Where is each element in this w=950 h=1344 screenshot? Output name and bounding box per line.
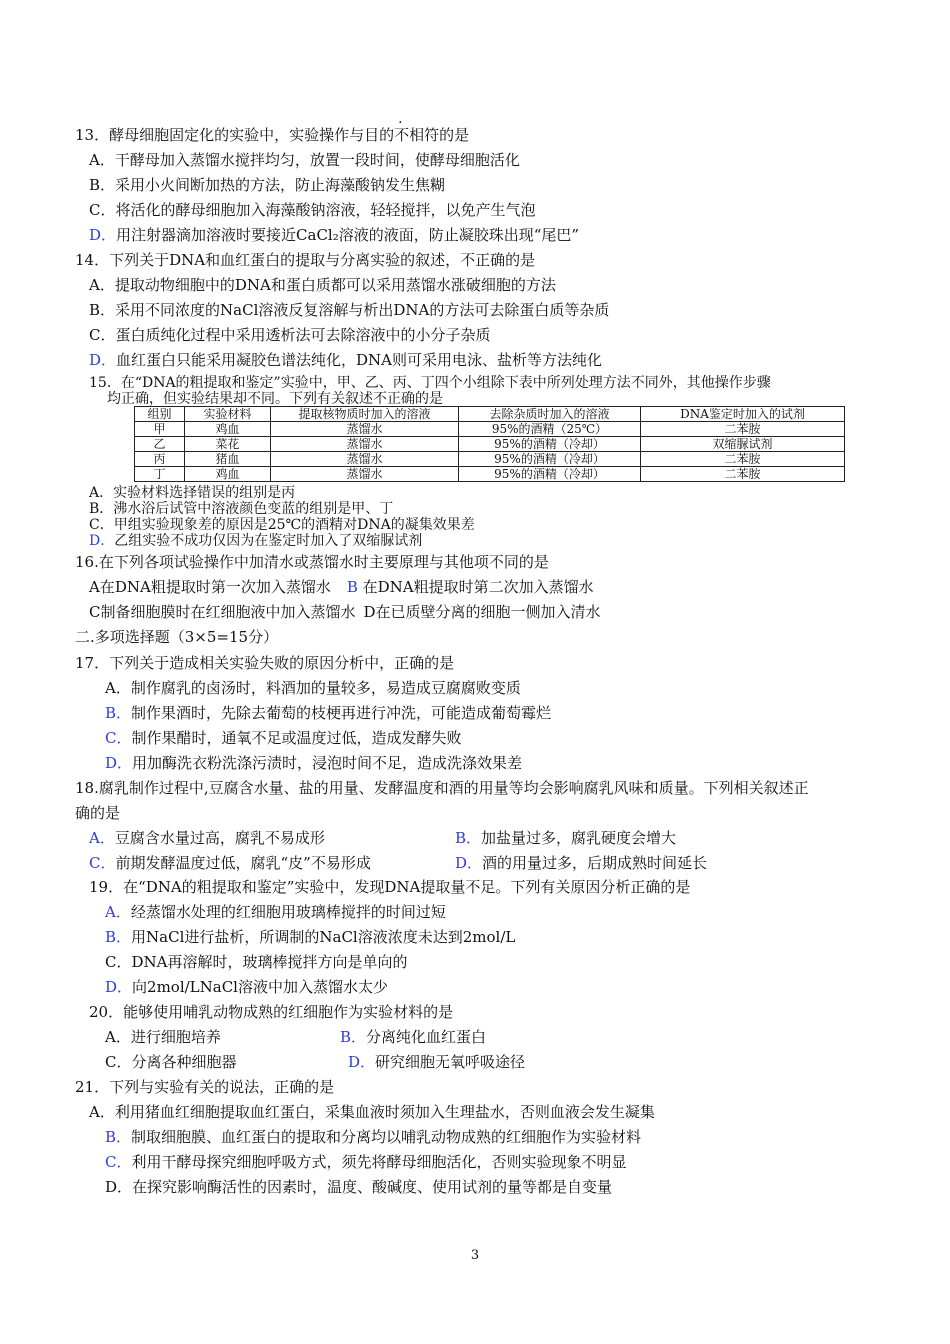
table-cell: 蒸馏水 xyxy=(271,422,459,437)
option-label: B． xyxy=(340,1028,367,1046)
q19-stem: 19．在“DNA的粗提取和鉴定”实验中，发现DNA提取量不足。下列有关原因分析正确的是 xyxy=(89,878,691,896)
table-row xyxy=(135,467,845,482)
q21-option-a: A．利用猪血红细胞提取血红蛋白，采集血液时须加入生理盐水，否则血液会发生凝集 xyxy=(89,1103,655,1121)
option-label: A． xyxy=(105,903,131,921)
table-cell: 蒸馏水 xyxy=(271,467,459,482)
q13-stem: 13．酵母细胞固定化的实验中，实验操作与目的不相符的是 xyxy=(75,126,470,144)
q13-option-b: B．采用小火间断加热的方法，防止海藻酸钠发生焦糊 xyxy=(89,176,446,194)
table-cell: 蒸馏水 xyxy=(271,437,459,452)
q18-option-c: C．前期发酵温度过低，腐乳“皮”不易形成 xyxy=(89,854,371,872)
table-cell: 丁 xyxy=(135,467,185,482)
q15-table xyxy=(134,406,845,482)
q16-options-ab: A在DNA粗提取时第一次加入蒸馏水 B 在DNA粗提取时第二次加入蒸馏水 xyxy=(89,578,594,596)
q19-option-c: C．DNA再溶解时，玻璃棒搅拌方向是单向的 xyxy=(105,953,408,971)
q16-options-cd: C制备细胞膜时在红细胞液中加入蒸馏水 D在已质壁分离的细胞一侧加入清水 xyxy=(89,603,601,621)
option-label: C． xyxy=(105,1153,132,1171)
option-label: B． xyxy=(105,1128,132,1146)
table-header: DNA鉴定时加入的试剂 xyxy=(641,407,845,422)
q21-stem: 21．下列与实验有关的说法，正确的是 xyxy=(75,1078,335,1096)
q19-option-a: A．经蒸馏水处理的红细胞用玻璃棒搅拌的时间过短 xyxy=(105,903,446,921)
table-header: 组别 xyxy=(135,407,185,422)
q20-option-d: D．研究细胞无氧呼吸途径 xyxy=(348,1053,526,1071)
table-header: 实验材料 xyxy=(185,407,271,422)
table-cell: 95%的酒精（冷却） xyxy=(459,467,641,482)
q17-option-b: B．制作果酒时，先除去葡萄的枝梗再进行冲洗，可能造成葡萄霉烂 xyxy=(105,704,552,722)
q17-option-d: D．用加酶洗衣粉洗涤污渍时，浸泡时间不足，造成洗涤效果差 xyxy=(105,754,523,772)
table-row xyxy=(135,422,845,437)
table-cell: 乙 xyxy=(135,437,185,452)
q14-option-a: A．提取动物细胞中的DNA和蛋白质都可以采用蒸馏水涨破细胞的方法 xyxy=(89,276,556,294)
option-label: B． xyxy=(105,704,132,722)
q13-option-a: A．干酵母加入蒸馏水搅拌均匀，放置一段时间，使酵母细胞活化 xyxy=(89,151,520,169)
option-label: C． xyxy=(105,729,132,747)
q20-stem: 20．能够使用哺乳动物成熟的红细胞作为实验材料的是 xyxy=(89,1003,454,1021)
table-header: 提取核物质时加入的溶液 xyxy=(271,407,459,422)
q15-option-d: D．乙组实验不成功仅因为在鉴定时加入了双缩脲试剂 xyxy=(89,533,423,549)
q13-option-c: C．将活化的酵母细胞加入海藻酸钠溶液，轻轻搅拌，以免产生气泡 xyxy=(89,201,536,219)
option-label: B xyxy=(346,578,358,596)
q16-stem: 16.在下列各项试验操作中加清水或蒸馏水时主要原理与其他项不同的是 xyxy=(75,553,549,571)
table-cell: 猪血 xyxy=(185,452,271,467)
q13-option-d: D．用注射器滴加溶液时要接近CaCl₂溶液的液面，防止凝胶珠出现“尾巴” xyxy=(89,226,580,244)
q15-stem-line2: 均正确，但实验结果却不同。下列有关叙述不正确的是 xyxy=(107,391,443,407)
table-cell: 95%的酒精（25℃） xyxy=(459,422,641,437)
q14-option-d: D．血红蛋白只能采用凝胶色谱法纯化，DNA则可采用电泳、盐析等方法纯化 xyxy=(89,351,603,369)
q14-option-c: C．蛋白质纯化过程中采用透析法可去除溶液中的小分子杂质 xyxy=(89,326,491,344)
q18-stem-line1: 18.腐乳制作过程中,豆腐含水量、盐的用量、发酵温度和酒的用量等均会影响腐乳风味和质量。下列相关叙述正 xyxy=(75,779,809,797)
option-label: D． xyxy=(89,226,117,244)
table-cell: 双缩脲试剂 xyxy=(641,437,845,452)
table-header-row xyxy=(135,407,845,422)
option-label: B． xyxy=(455,829,482,847)
table-cell: 丙 xyxy=(135,452,185,467)
option-label: D． xyxy=(89,351,117,369)
q18-option-d: D．酒的用量过多，后期成熟时间延长 xyxy=(455,854,708,872)
q14-stem: 14．下列关于DNA和血红蛋白的提取与分离实验的叙述，不正确的是 xyxy=(75,251,536,269)
table-cell: 菜花 xyxy=(185,437,271,452)
q19-option-b: B．用NaCl进行盐析，所调制的NaCl溶液浓度未达到2mol/L xyxy=(105,928,516,946)
q20-option-a: A．进行细胞培养 xyxy=(105,1028,221,1046)
table-cell: 甲 xyxy=(135,422,185,437)
q15-option-a: A．实验材料选择错误的组别是丙 xyxy=(89,485,296,501)
section-heading: 二.多项选择题（3×5=15分） xyxy=(75,628,279,646)
page-number: 3 xyxy=(470,1248,480,1263)
q17-stem: 17．下列关于造成相关实验失败的原因分析中，正确的是 xyxy=(75,654,455,672)
q17-option-c: C．制作果醋时，通氧不足或温度过低，造成发酵失败 xyxy=(105,729,462,747)
q21-option-b: B．制取细胞膜、血红蛋白的提取和分离均以哺乳动物成熟的红细胞作为实验材料 xyxy=(105,1128,642,1146)
q18-stem-line2: 确的是 xyxy=(75,804,121,822)
table-row xyxy=(135,452,845,467)
q18-option-b: B．加盐量过多，腐乳硬度会增大 xyxy=(455,829,677,847)
q15-option-b: B．沸水浴后试管中溶液颜色变蓝的组别是甲、丁 xyxy=(89,501,394,517)
option-label: D． xyxy=(455,854,483,872)
option-label: A． xyxy=(89,829,115,847)
q20-option-c: C．分离各种细胞器 xyxy=(105,1053,237,1071)
table-cell: 二苯胺 xyxy=(641,452,845,467)
option-label: D． xyxy=(105,978,133,996)
option-label: D． xyxy=(348,1053,376,1071)
option-label: D． xyxy=(105,754,133,772)
option-label: D． xyxy=(89,533,115,549)
q15-option-c: C．甲组实验现象差的原因是25℃的酒精对DNA的凝集效果差 xyxy=(89,517,475,533)
q18-option-a: A．豆腐含水量过高，腐乳不易成形 xyxy=(89,829,325,847)
q15-stem-line1: 15．在“DNA的粗提取和鉴定”实验中，甲、乙、丙、丁四个小组除下表中所列处理方法不同外，其他操作步骤 xyxy=(89,375,771,391)
table-cell: 二苯胺 xyxy=(641,467,845,482)
table-row xyxy=(135,437,845,452)
table-cell: 二苯胺 xyxy=(641,422,845,437)
q21-option-c: C．利用干酵母探究细胞呼吸方式，须先将酵母细胞活化，否则实验现象不明显 xyxy=(105,1153,627,1171)
table-cell: 95%的酒精（冷却） xyxy=(459,437,641,452)
option-label: B． xyxy=(105,928,132,946)
table-header: 去除杂质时加入的溶液 xyxy=(459,407,641,422)
q19-option-d: D．向2mol/LNaCl溶液中加入蒸馏水太少 xyxy=(105,978,388,996)
table-cell: 蒸馏水 xyxy=(271,452,459,467)
q21-option-d: D．在探究影响酶活性的因素时，温度、酸碱度、使用试剂的量等都是自变量 xyxy=(105,1178,613,1196)
table-cell: 95%的酒精（冷却） xyxy=(459,452,641,467)
emphasis-dot: 不 xyxy=(394,126,410,144)
option-label: C． xyxy=(89,854,116,872)
q17-option-a: A．制作腐乳的卤汤时，料酒加的量较多，易造成豆腐腐败变质 xyxy=(105,679,521,697)
table-cell: 鸡血 xyxy=(185,422,271,437)
table-cell: 鸡血 xyxy=(185,467,271,482)
q14-option-b: B．采用不同浓度的NaCl溶液反复溶解与析出DNA的方法可去除蛋白质等杂质 xyxy=(89,301,610,319)
q20-option-b: B．分离纯化血红蛋白 xyxy=(340,1028,487,1046)
